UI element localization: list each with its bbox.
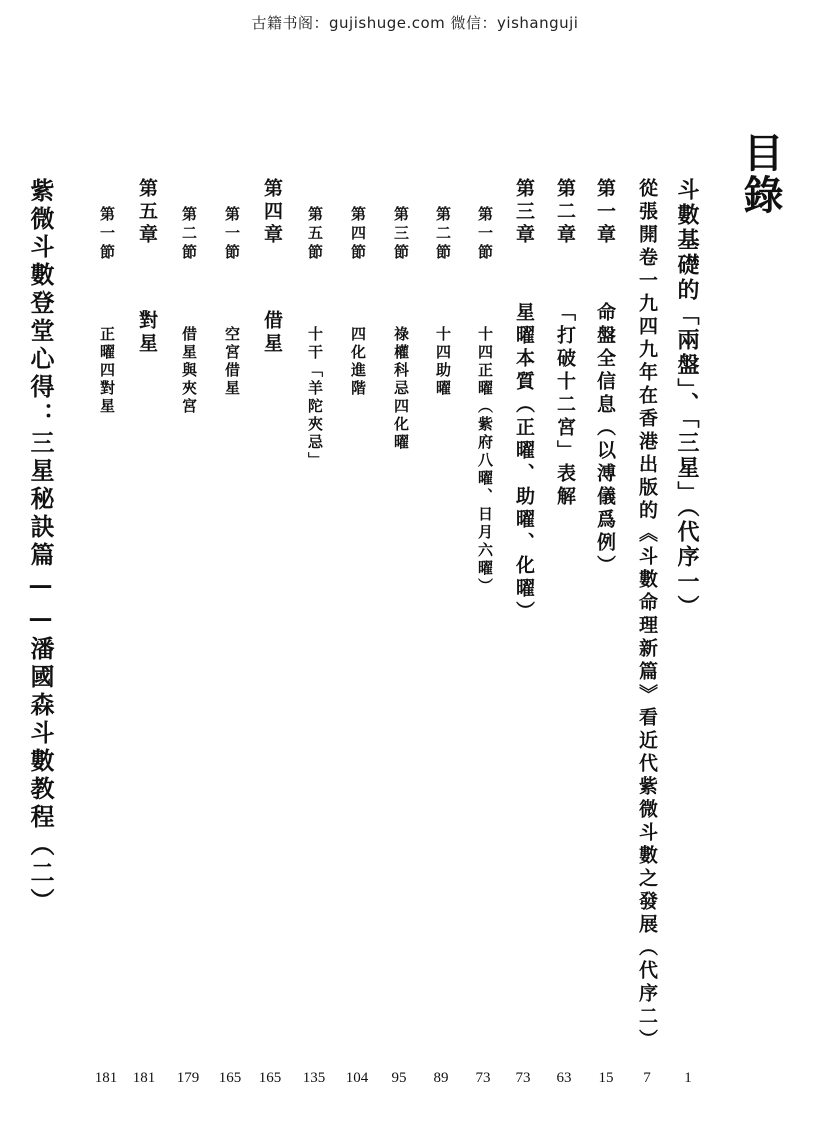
book-title: 紫微斗數登堂心得：三星秘訣篇——潘國森斗數教程（二） <box>26 178 55 916</box>
page-number: 104 <box>345 1070 369 1086</box>
toc-entry-10: 十干「羊陀夾忌」 <box>306 326 324 470</box>
entry-text: 斗數基礎的「兩盤」、「三星」（代序一） <box>674 178 700 620</box>
page-number: 7 <box>643 1070 651 1086</box>
toc-entry-2 <box>637 178 656 1052</box>
toc-entry-15: 正曜四對星 <box>98 326 116 416</box>
chapter-label: 第二章 <box>554 178 576 247</box>
section-label: 第一節 <box>98 206 116 263</box>
watermark: 古籍书阁：gujishuge.com 微信：yishanguji <box>251 14 579 32</box>
toc-entry-9: 四化進階 <box>349 326 367 398</box>
chapter-label: 第四章 <box>261 178 283 247</box>
toc-entry-14: 對星 <box>136 310 158 356</box>
section-label: 第一節 <box>223 206 241 263</box>
toc-entry-11: 借星 <box>261 310 283 356</box>
page-number: 165 <box>218 1070 242 1086</box>
page-number: 73 <box>515 1070 531 1086</box>
page-number: 15 <box>598 1070 614 1086</box>
page-number: 95 <box>391 1070 407 1086</box>
toc-entry-8: 祿權科忌四化曜 <box>392 326 410 452</box>
section-label: 第三節 <box>392 206 410 263</box>
entry-text: 從張開卷一九四九年在香港出版的《斗數命理新篇》看近代紫微斗數之發展（代序二） <box>636 178 658 1052</box>
page-number: 135 <box>302 1070 326 1086</box>
toc-title: 目錄 <box>737 132 784 216</box>
section-label: 第五節 <box>306 206 324 263</box>
toc-entry-1 <box>676 178 698 620</box>
toc-entry-6: 十四正曜（紫府八曜、日月六曜） <box>476 326 494 596</box>
chapter-label: 第一章 <box>594 178 616 247</box>
chapter-label: 第三章 <box>513 178 535 247</box>
page-number: 179 <box>176 1070 200 1086</box>
page-number: 1 <box>684 1070 692 1086</box>
page-number: 73 <box>475 1070 491 1086</box>
toc-entry-12: 空宮借星 <box>223 326 241 398</box>
page-number: 89 <box>433 1070 449 1086</box>
chapter-label: 第五章 <box>136 178 158 247</box>
section-label: 第二節 <box>434 206 452 263</box>
page-number: 181 <box>132 1070 156 1086</box>
section-label: 第一節 <box>476 206 494 263</box>
toc-entry-3: 命盤全信息（以溥儀爲例） <box>594 302 616 578</box>
page-number: 165 <box>258 1070 282 1086</box>
page-number: 63 <box>556 1070 572 1086</box>
section-label: 第四節 <box>349 206 367 263</box>
page-number: 181 <box>94 1070 118 1086</box>
section-label: 第二節 <box>180 206 198 263</box>
toc-entry-4: 「打破十二宮」表解 <box>554 302 576 509</box>
toc-entry-7: 十四助曜 <box>434 326 452 398</box>
toc-entry-13: 借星與夾宮 <box>180 326 198 416</box>
toc-entry-5: 星曜本質（正曜、助曜、化曜） <box>513 302 535 624</box>
